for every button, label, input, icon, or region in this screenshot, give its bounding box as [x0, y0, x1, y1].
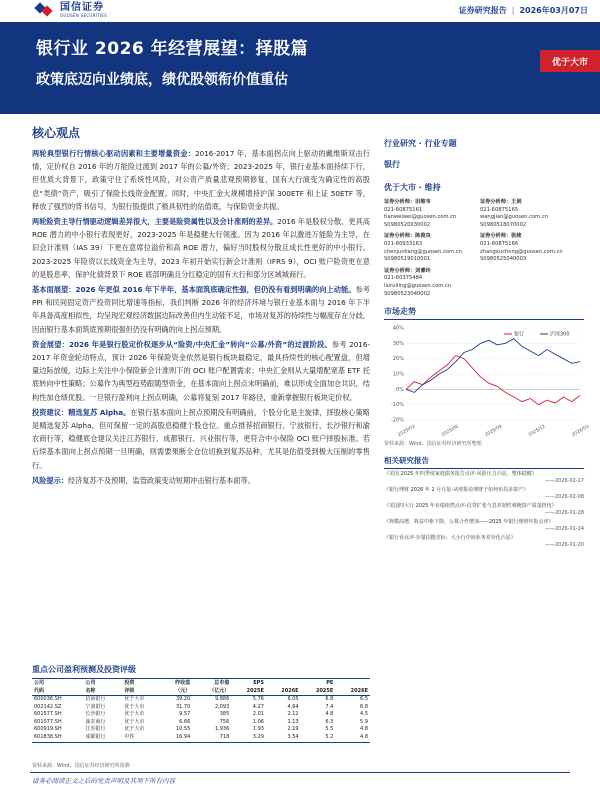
analyst-email[interactable]: tianweiwei@guosen.com.cn: [384, 214, 457, 221]
analyst-phone: 021-60875161: [384, 206, 423, 213]
x-tick-label: 2025/06: [440, 424, 460, 439]
y-tick-label: 0%: [396, 386, 404, 393]
y-tick-label: -10%: [391, 402, 404, 409]
table-cell: 4.64: [287, 703, 299, 710]
paragraph-1: 两轮典型银行行情核心驱动因素和主要增量资金：2016-2017 年，基本面拐点向上驱动的戴维斯双击行情，定价权自 2016 年的万能险过渡到 2017 年的公募/外资；2023-2025 年，银行业基本面持续下行，但优质大背景下，政策守住了系统性风险，对公资产质量悲观预期修复，国有大行演变为确定性的高股息“类债”资产，吸引了保险长线资金配置。同时，中央汇金大规模增持沪深 300ETF 和上证 50ETF 等，释放了强烈的背书信号，为银行股提供了极具韧性的估值底，与保险资金共振。: [32, 149, 370, 211]
table-cell: 渝农商行: [85, 718, 106, 725]
table-header-row: 代码 名称 评级 （元） （亿元） 2025E 2026E 2025E 2026E: [34, 688, 368, 694]
table-cell: 优于大市: [124, 718, 145, 725]
table-cell: 6.66: [179, 718, 191, 725]
table-cell: 5.9: [360, 718, 368, 725]
analyst-cert: S0980525040003: [480, 256, 527, 263]
chart-svg: [384, 320, 591, 439]
x-tick-label: 2025/12: [527, 424, 547, 439]
table-cell: 6.5: [360, 696, 368, 702]
table-row: [32, 704, 370, 712]
table-cell: 1,936: [214, 726, 230, 733]
table-cell: 优于大市: [124, 711, 145, 718]
analyst-role: 证券分析师：王剑: [480, 199, 522, 205]
table-row: [32, 719, 370, 727]
table-cell: 6.3: [325, 718, 334, 725]
table-cell: 10.55: [175, 726, 191, 733]
table-cell: 601077.SH: [34, 718, 62, 725]
analyst-card: [480, 233, 576, 263]
table-cell: 优于大市: [124, 696, 145, 702]
table-cell: 601838.SH: [32, 734, 83, 742]
table-cell: 招商银行: [85, 696, 106, 702]
analyst-cert: S0980519010001: [384, 256, 431, 263]
report-type: 证券研究报告: [458, 6, 507, 15]
table-cell: 31.70: [175, 703, 191, 710]
table-header-row: 公司 公司 投资 昨收盘 总市值 EPS PE: [32, 679, 370, 688]
footer-divider: [30, 772, 570, 773]
table-cell: 宁波银行: [85, 703, 106, 710]
y-tick-label: 10%: [392, 371, 404, 378]
table-row: [32, 696, 370, 704]
related-report-link[interactable]: 《规模高增，收益中枢下降，公募合作增加——2025 年银行理财年报点评》: [384, 519, 554, 526]
related-report-link[interactable]: 《美国 2025 年四季度家庭债务报告点评-风险压力凸显，整体稳健》: [384, 471, 537, 478]
related-report-date: ——2026-02-27: [544, 478, 584, 485]
table-cell: 3.54: [266, 734, 301, 742]
table-cell: 长沙银行: [85, 711, 106, 718]
table-cell: 中性: [122, 734, 161, 742]
paragraph-risk: 风险提示：经济复苏不及预期，监管政策变动短期冲击银行基本面等。: [32, 475, 255, 485]
table-cell: 4.5: [360, 711, 368, 718]
table-title: 重点公司盈利预测及投资评级: [32, 665, 136, 674]
analyst-role: 证券分析师：田维韦: [384, 199, 431, 205]
table-cell: 9.57: [179, 711, 191, 718]
analyst-cert: S0980518070002: [480, 221, 527, 228]
table-cell: 1.13: [287, 718, 299, 725]
forecast-table: [32, 678, 370, 743]
paragraph-3: 基本面展望：2026 年更似 2016 年下半年，基本面筑底确定性强，但仍没有看到明确的向上动能。参考 PPI 和民间固定资产投资同比增速等指标，我们判断 2026 年的经济环境与银行业基本面与 2016 年下半年具备高度相似性，均呈现宏观经济数据边际改善但内生动能不足，市场对复苏的持续性与幅度存在分歧，因而银行基本面筑底预期很强但仍没有明确的向上拐点预期。: [32, 285, 370, 334]
report-date: 2026年03月07日: [519, 6, 588, 15]
table-cell: 2.19: [287, 726, 299, 733]
table-cell: 2.01: [252, 711, 264, 718]
analyst-card: [384, 268, 480, 298]
paragraph-4: 资金展望：2026 年是银行股定价权逐步从“险资/中央汇金”转向“公募/外资”的过渡阶段。参考 2016-2017 年资金轮动特点，预计 2026 年保险资金依然是银行板块最稳定、最具持续性的核心配置盘，但增量边际放缓，边际上关注中小保险新会计准则下的 OCI 账户配置需求；中央汇金则从大量增配宽基 ETF 托底转向中性策略；公募作为典型趋势跟随型资金，在基本面向上拐点未明确前，难以形成全面加仓共识，结构性加仓绩优股。一旦银行盈利向上拐点明确，公募将复刻 2017 年路径，重新掌握银行板块定价权。: [32, 339, 371, 402]
analyst-cert: S0980520030002: [384, 221, 431, 228]
report-subtitle: 政策底迈向业绩底，绩优股领衔价值重估: [36, 72, 288, 88]
table-cell: 1.06: [252, 718, 264, 725]
table-cell: 600919.SH: [34, 726, 62, 733]
x-tick-label: 2025/09: [484, 424, 504, 439]
table-cell: 4.27: [252, 703, 264, 710]
table-cell: 3.29: [231, 734, 266, 742]
table-cell: 6.05: [287, 696, 299, 702]
legend-label: 沪深300: [550, 331, 570, 338]
disclaimer-link[interactable]: 请务必阅读正文之后的免责声明及其项下所有内容: [32, 777, 175, 785]
sidebar: [384, 138, 591, 549]
table-row: [32, 711, 370, 719]
table-cell: 16.94: [161, 734, 192, 742]
chart-source: 资料来源：Wind、国信证券经济研究所整理: [384, 441, 482, 448]
table-cell: 4.8: [325, 711, 334, 718]
category: 行业研究 · 行业专题: [384, 139, 457, 148]
related-report-link[interactable]: 《银行理财 2026 年 2 月月报-从财报看理财子如何布局多资产》: [384, 487, 529, 494]
table-cell: 601577.SH: [34, 711, 62, 718]
chart-title: 市场走势: [384, 307, 416, 317]
table-cell: 优于大市: [124, 726, 145, 733]
series-line-0: [406, 356, 580, 405]
y-tick-label: 30%: [392, 340, 404, 347]
y-tick-label: 40%: [392, 325, 404, 332]
table-cell: 优于大市: [124, 703, 145, 710]
analyst-email[interactable]: wangjian@guosen.com.cn: [480, 214, 548, 221]
analyst-role: 证券分析师：张续: [480, 233, 522, 240]
analyst-card: [384, 199, 480, 229]
title-banner: [0, 22, 600, 114]
analyst-email[interactable]: liuruiling@guosen.com.cn: [384, 282, 452, 289]
rating-tag: 优于大市: [540, 50, 600, 72]
table-cell: 756: [219, 718, 230, 725]
paragraph-2: 两轮险资主导行情驱动逻辑差异很大，主要是险资属性以及会计准则的差异。2016 年是股权分散、更具高 ROE 潜力的中小银行表现更好，2023-2025 年是稳健大行领涨。因为 2016 年以激进万能险为主导，在旧会计准则（IAS 39）下更在意席位溢价和高 ROE 潜力，偏好当时股权分散且成长性更好的中小银行。2023-2025 年险资以长线资金为主导，2023 年初开始实行新会计准则（IFRS 9），OCI 账户险资更在意的是股息率，保护化债背景下 ROE 底部明确且分红稳定的国有大行和部分区域城商行。: [32, 217, 370, 279]
analyst-card: [384, 233, 480, 263]
report-meta: 证券研究报告 | 2026年03月07日: [458, 6, 588, 15]
related-report-link[interactable]: 《银行业点评-存量招揽竞标：大小行中间业务差异化凸显》: [384, 535, 516, 542]
table-row: [32, 726, 370, 734]
analyst-list: [384, 199, 584, 302]
table-cell: 385: [219, 711, 230, 718]
table-source: 资料来源：Wind、国信证券经济研究所预测: [32, 763, 130, 769]
section-title: 核心观点: [32, 126, 81, 140]
table-cell: 2,093: [214, 703, 230, 710]
table-cell: 7.4: [325, 703, 334, 710]
analyst-cert: S0980523040002: [384, 290, 431, 297]
related-title: 相关研究报告: [384, 456, 429, 466]
table-cell: 6.8: [360, 703, 368, 710]
analyst-phone: 021-60375484: [384, 275, 423, 282]
analyst-phone: 021-60933163: [384, 240, 423, 247]
table-cell: 2.12: [287, 711, 299, 718]
table-cell: 600036.SH: [34, 696, 62, 702]
logo-icon: [36, 2, 56, 18]
analyst-role: 证券分析师：陈俊良: [384, 233, 431, 240]
rating: 优于大市 · 维持: [384, 183, 441, 192]
table-cell: 江苏银行: [85, 726, 106, 733]
x-tick-label: 2026/03: [571, 424, 591, 439]
analyst-phone: 021-60875165: [480, 206, 519, 213]
table-cell: 718: [192, 734, 231, 742]
analyst-role: 证券分析师：刘睿玲: [384, 267, 431, 274]
logo-cn: 国信证券: [60, 1, 104, 13]
related-list: [384, 471, 584, 549]
analyst-phone: 021-60875166: [480, 240, 519, 247]
y-tick-label: -20%: [391, 417, 404, 424]
legend-label: 银行: [514, 331, 525, 338]
related-divider: [384, 468, 584, 469]
industry: 银行: [384, 160, 400, 169]
related-report-link[interactable]: 《美国四大行 2025 年业绩依然点评-信贷扩张与息差韧性难掩资产质量担忧》: [384, 503, 557, 510]
paragraph-5: 投资建议：精选复苏 Alpha。在银行基本面向上拐点预期没有明确前，个股分化是主旋律，择股核心策略是精选复苏 Alpha，但可保留一定的高股息稳健个股仓位。重点推荐招商银行、宁波银行、长沙银行和渝农商行等，稳健底仓建议关注江苏银行、成都银行、兴业银行等，更符合中小保险 OCI 账户择股标准。若后续基本面向上拐点预期一旦明确，则需要果断全仓位切换到复苏品种，尤其是估值受到极大压制的零售行。: [32, 407, 370, 470]
table-row: [32, 734, 370, 742]
analyst-card: [480, 199, 576, 229]
table-cell: 002142.SZ: [34, 703, 62, 710]
report-title: 银行业 2026 年经营展望：择股篇: [36, 39, 309, 59]
company-logo: [36, 2, 107, 18]
related-report-date: ——2026-02-08: [544, 494, 584, 501]
table-cell: 6.8: [325, 696, 334, 702]
table-cell: 9,886: [214, 696, 230, 702]
analyst-email[interactable]: chenjunliang@guosen.com.cn: [384, 248, 462, 255]
market-chart: [384, 320, 591, 439]
related-report-date: ——2026-01-28: [544, 510, 584, 517]
table-cell: 1.93: [252, 726, 264, 733]
table-cell: 39.20: [175, 696, 191, 702]
table-cell: 4.8: [360, 726, 368, 733]
x-tick-label: 2025/03: [397, 424, 417, 439]
related-report-date: ——2026-01-24: [544, 526, 584, 533]
top-bar: [0, 0, 600, 22]
analyst-email[interactable]: zhangxuchong@guosen.com.cn: [480, 248, 563, 255]
table-cell: 成都银行: [83, 734, 122, 742]
table-cell: 5.5: [325, 726, 334, 733]
table-cell: 5.76: [252, 696, 264, 702]
y-tick-label: 20%: [392, 356, 404, 363]
table-cell: 5.2: [301, 734, 336, 742]
related-report-date: ——2026-01-20: [544, 542, 584, 549]
logo-en: GUOSEN SECURITIES: [60, 12, 108, 18]
table-cell: 4.8: [335, 734, 370, 742]
core-views: [32, 124, 370, 489]
